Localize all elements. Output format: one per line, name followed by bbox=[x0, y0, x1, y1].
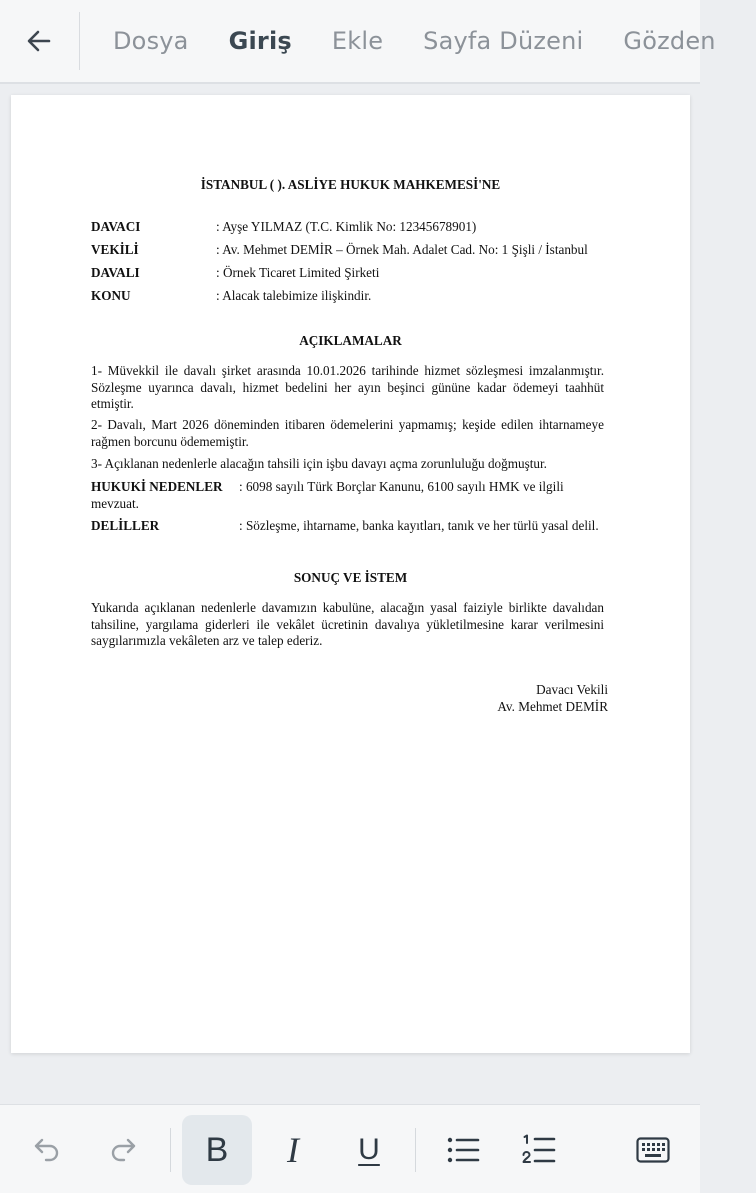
tab-ekle[interactable]: Ekle bbox=[331, 27, 384, 55]
result-heading: SONUÇ VE İSTEM bbox=[293, 570, 408, 585]
legal-grounds-row bbox=[91, 479, 604, 512]
party-label: KONU bbox=[91, 288, 131, 303]
keyboard-icon bbox=[636, 1137, 670, 1163]
party-row-davali bbox=[91, 265, 611, 283]
party-row-konu bbox=[91, 288, 611, 306]
document-page[interactable] bbox=[11, 95, 690, 1053]
numbered-list-icon bbox=[522, 1134, 556, 1166]
keyboard-button[interactable] bbox=[618, 1115, 688, 1185]
document-title: İSTANBUL ( ). ASLİYE HUKUK MAHKEMESİ'NE bbox=[200, 177, 501, 192]
tab-giris[interactable]: Giriş bbox=[228, 27, 292, 55]
numbered-list-button[interactable] bbox=[504, 1115, 574, 1185]
party-label: VEKİLİ bbox=[91, 242, 139, 257]
evidence-row bbox=[91, 518, 604, 535]
legal-grounds-label: HUKUKİ NEDENLER bbox=[91, 479, 223, 494]
signature-name: Av. Mehmet DEMİR bbox=[497, 698, 608, 714]
party-row-davaci bbox=[91, 219, 611, 237]
ribbon-tabs bbox=[113, 0, 756, 82]
evidence-value: : Sözleşme, ihtarname, banka kayıtları, tanık ve her türlü yasal delil. bbox=[239, 518, 599, 533]
toolbar-divider bbox=[170, 1128, 171, 1172]
evidence-label: DELİLLER bbox=[91, 518, 160, 533]
tab-gozden[interactable]: Gözden bbox=[623, 27, 716, 55]
underline-label: U bbox=[358, 1133, 380, 1166]
back-button[interactable] bbox=[14, 18, 64, 64]
bullet-list-button[interactable] bbox=[428, 1115, 498, 1185]
party-value: : Örnek Ticaret Limited Şirketi bbox=[216, 265, 380, 280]
undo-icon bbox=[31, 1134, 63, 1166]
tab-sayfa-duzeni[interactable]: Sayfa Düzeni bbox=[423, 27, 584, 55]
toolbar-divider bbox=[79, 12, 80, 70]
party-label: DAVACI bbox=[91, 219, 141, 234]
legal-grounds-value: : 6098 sayılı Türk Borçlar Kanunu, 6100 sayılı HMK ve ilgili mevzuat. bbox=[91, 479, 564, 511]
explanation-paragraph-3: 3- Açıklanan nedenlerle alacağın tahsili için işbu davayı açma zorunluluğu doğmuştur. bbox=[91, 456, 547, 471]
explanations-heading: AÇIKLAMALAR bbox=[299, 333, 402, 348]
underline-button[interactable] bbox=[334, 1115, 404, 1185]
party-row-vekili bbox=[91, 242, 611, 260]
redo-button[interactable] bbox=[88, 1115, 158, 1185]
explanation-paragraph-2: 2- Davalı, Mart 2026 döneminden itibaren ödemelerini yapmamış; keşide edilen ihtarnameye rağmen borcunu ödememiştir. bbox=[91, 417, 604, 449]
italic-button[interactable] bbox=[258, 1115, 328, 1185]
arrow-left-icon bbox=[25, 27, 53, 55]
party-label: DAVALI bbox=[91, 265, 140, 280]
party-value: : Ayşe YILMAZ (T.C. Kimlik No: 12345678901) bbox=[216, 219, 477, 234]
signature-title: Davacı Vekili bbox=[536, 682, 608, 697]
signature-block bbox=[497, 682, 608, 715]
formatting-toolbar bbox=[0, 1104, 700, 1193]
undo-button[interactable] bbox=[12, 1115, 82, 1185]
ribbon-tab-bar bbox=[0, 0, 716, 84]
party-value: : Av. Mehmet DEMİR – Örnek Mah. Adalet Cad. No: 1 Şişli / İstanbul bbox=[216, 242, 588, 257]
toolbar-divider bbox=[415, 1128, 416, 1172]
redo-icon bbox=[107, 1134, 139, 1166]
italic-label: I bbox=[287, 1130, 299, 1170]
tab-dosya[interactable]: Dosya bbox=[113, 27, 189, 55]
bullet-list-icon bbox=[446, 1135, 480, 1165]
result-paragraph: Yukarıda açıklanan nedenlerle davamızın kabulüne, alacağın yasal faiziyle birlikte davalıdan tahsiline, yargılama giderleri ile vekâlet ücretinin davalıya yükletilmesine karar verilmesini saygılarımızla vekâleten arz ve talep ederiz. bbox=[91, 600, 604, 649]
bold-label: B bbox=[205, 1130, 229, 1169]
explanation-paragraph-1: 1- Müvekkil ile davalı şirket arasında 10.01.2026 tarihinde hizmet sözleşmesi imzalanmıştır. Sözleşme uyarınca davalı, hizmet bedelini her ayın beşinci gününe kadar ödemeyi taahhüt etmiştir. bbox=[91, 363, 604, 412]
party-value: : Alacak talebimize ilişkindir. bbox=[216, 288, 372, 303]
bold-button[interactable] bbox=[182, 1115, 252, 1185]
